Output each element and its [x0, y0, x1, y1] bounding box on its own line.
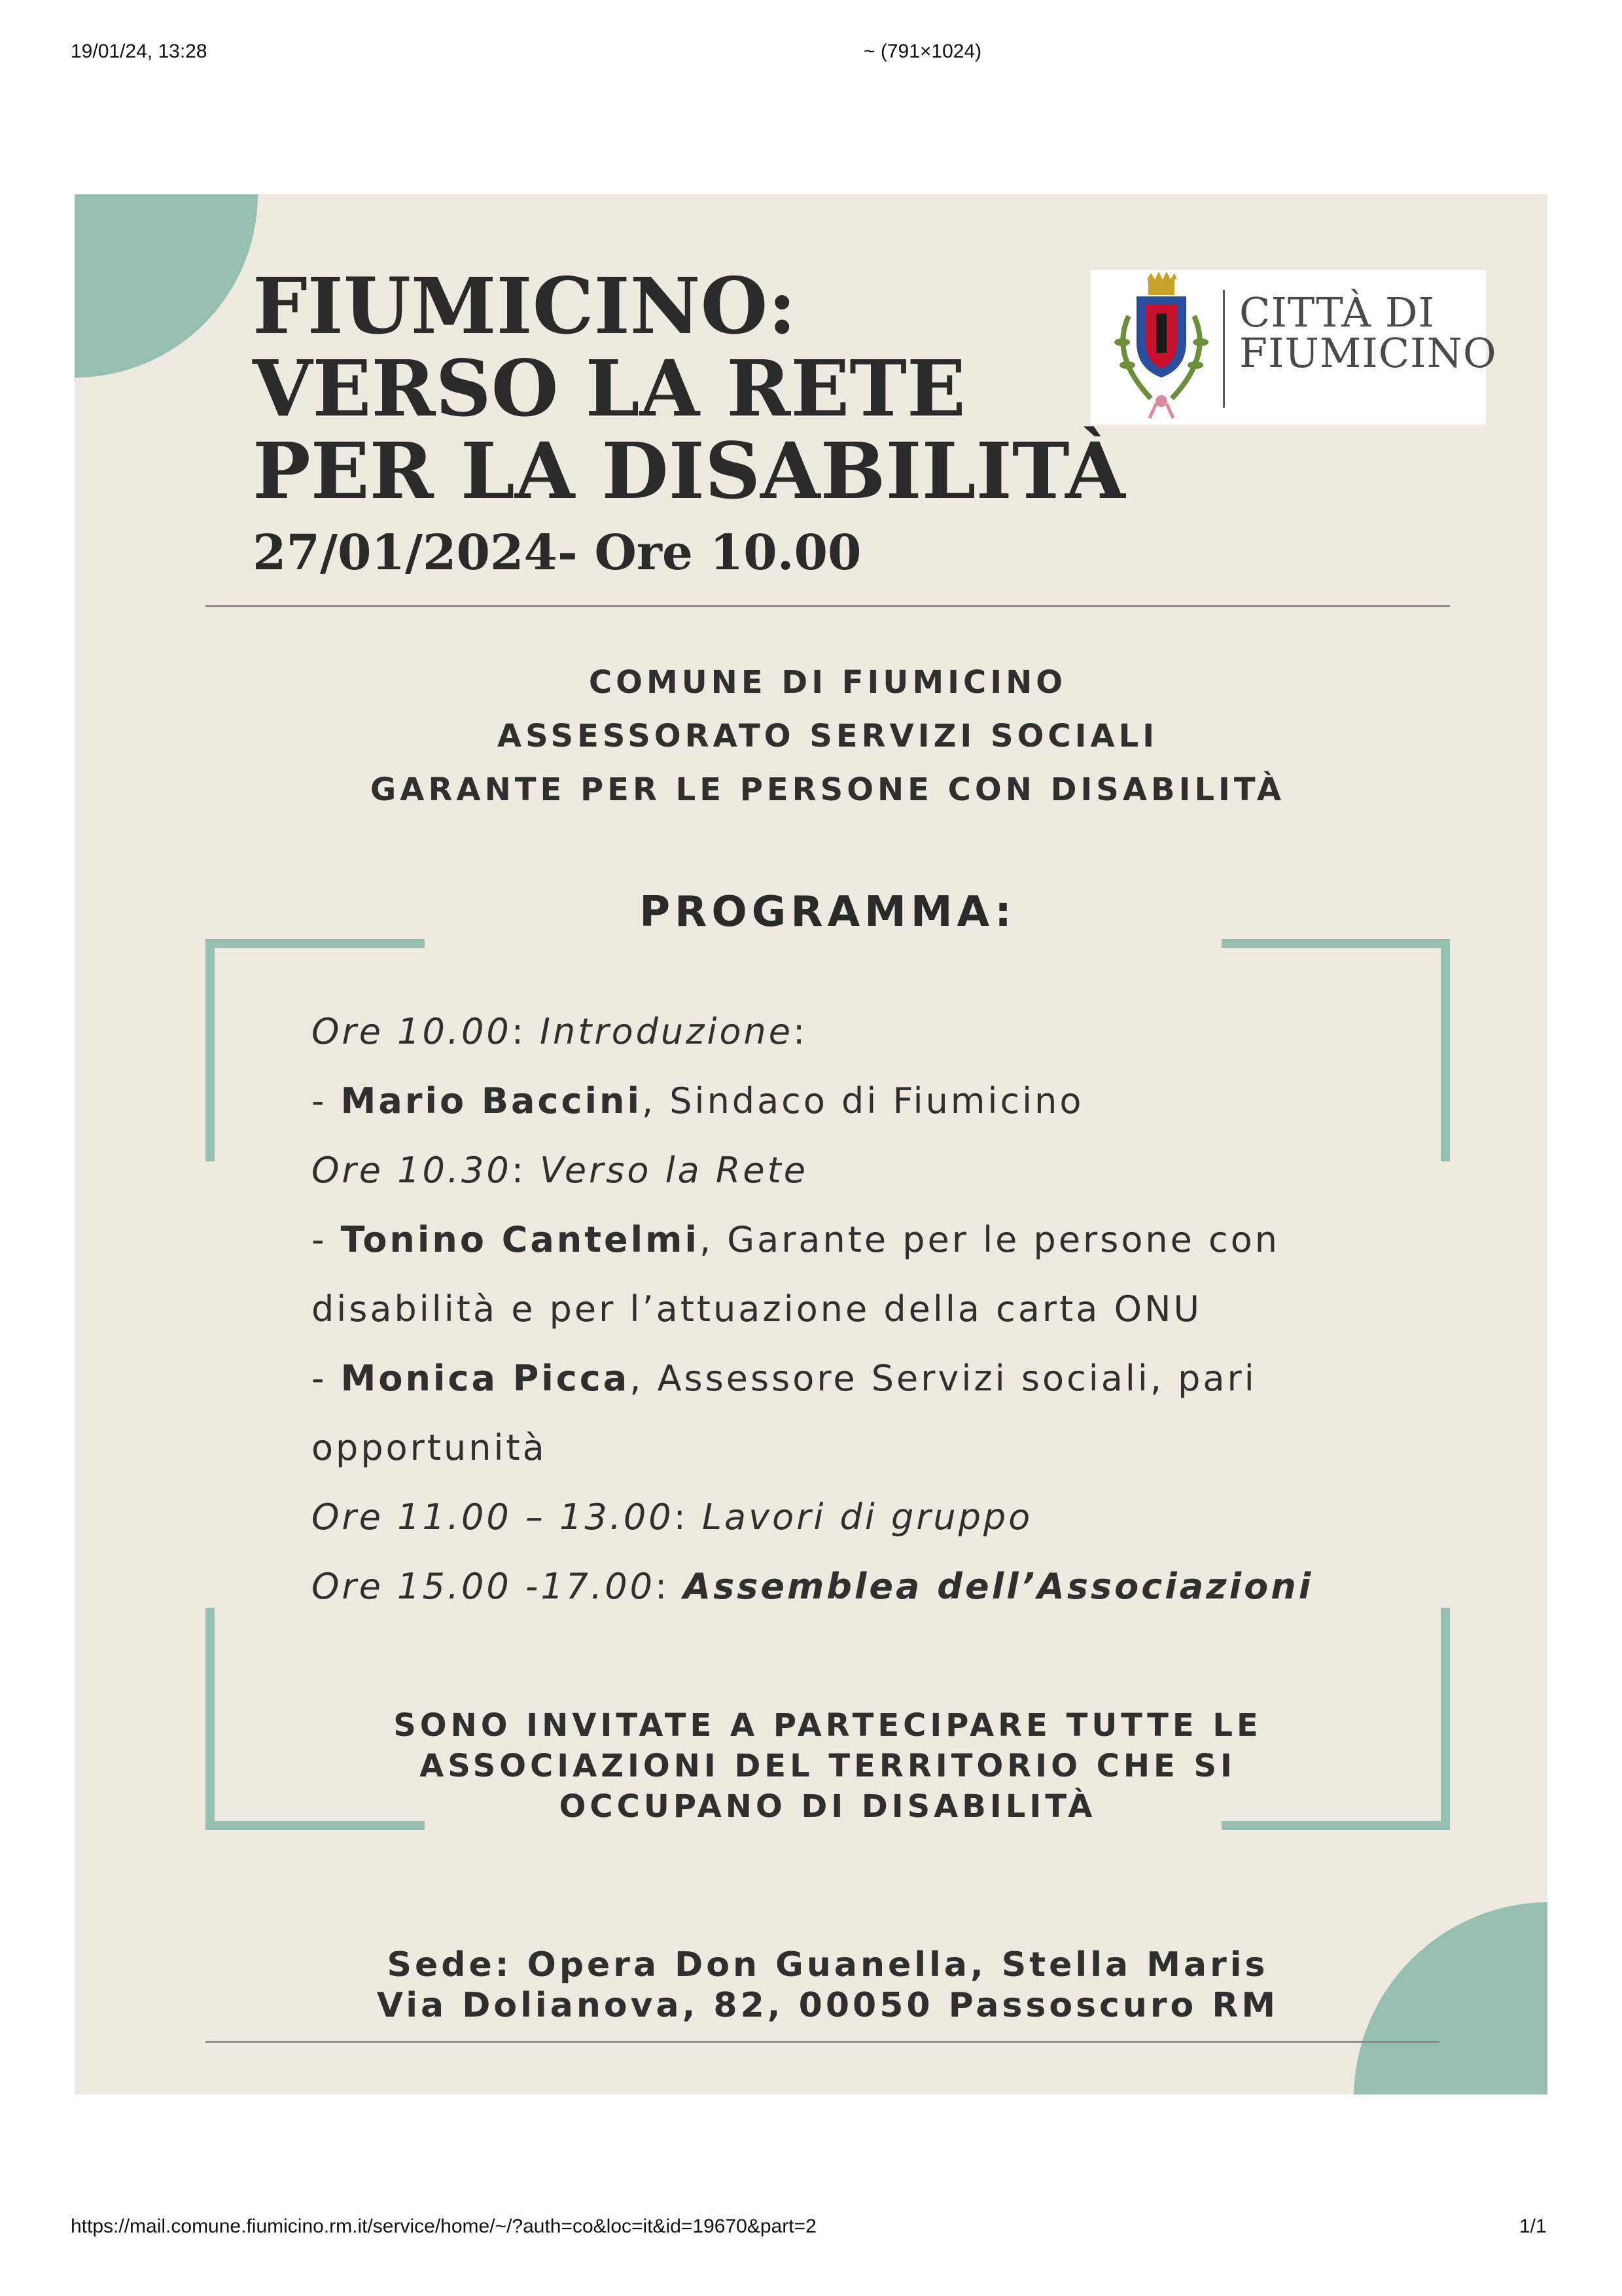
logo-wordmark [1239, 289, 1497, 377]
venue-line: Sede: Opera Don Guanella, Stella Maris [387, 1945, 1269, 1985]
divider-rule [205, 605, 1450, 607]
invite-line: SONO INVITATE A PARTECIPARE TUTTE LE [393, 1707, 1262, 1744]
print-url: https://mail.comune.fiumicino.rm.it/service/home/~/?auth=co&loc=it&id=19670&part=2 [71, 2216, 817, 2237]
invite-line: ASSOCIAZIONI DEL TERRITORIO CHE SI [419, 1748, 1236, 1784]
speaker-name: Tonino Cantelmi [340, 1219, 699, 1260]
frame-bracket-top-left [205, 939, 425, 948]
title-line: VERSO LA RETE [253, 343, 966, 434]
program-line: Ore 15.00 -17.00: Assemblea dell’Associazioni [311, 1566, 1314, 1607]
program-line: disabilità e per l’attuazione della carta ONU [311, 1288, 1202, 1330]
organizer-line: ASSESSORATO SERVIZI SOCIALI [497, 718, 1159, 754]
organizer-line: COMUNE DI FIUMICINO [588, 664, 1067, 701]
venue-address: Via Dolianova, 82, 00050 Passoscuro RM [376, 1986, 1279, 2025]
title-line: FIUMICINO: [253, 260, 797, 351]
print-page-title: ~ (791×1024) [864, 41, 982, 62]
print-date: 19/01/24, 13:28 [71, 41, 207, 62]
program-line: - Mario Baccini, Sindaco di Fiumicino [311, 1080, 1084, 1122]
decorative-circle-top-left [75, 194, 258, 378]
speaker-name: Monica Picca [340, 1358, 630, 1399]
event-datetime: 27/01/2024- Ore 10.00 [253, 525, 862, 581]
citta-di-fiumicino-logo [1091, 270, 1497, 425]
frame-bracket-top-right [1222, 939, 1450, 948]
print-page-count: 1/1 [1519, 2216, 1547, 2237]
speaker-name: Mario Baccini [340, 1080, 642, 1122]
program-line: Ore 10.00: Introduzione: [311, 1011, 808, 1052]
logo-text-line: FIUMICINO [1239, 329, 1497, 377]
divider-rule [205, 2041, 1439, 2043]
logo-text-line: CITTÀ DI [1239, 289, 1436, 336]
program-line: - Tonino Cantelmi, Garante per le persone con [311, 1219, 1280, 1260]
frame-bracket-top-left [205, 939, 215, 1161]
program-line: Ore 10.30: Verso la Rete [311, 1150, 808, 1191]
event-poster [75, 194, 1547, 2094]
poster-title [253, 260, 1125, 516]
program-line: Ore 11.00 – 13.00: Lavori di gruppo [311, 1496, 1033, 1538]
invite-line: OCCUPANO DI DISABILITÀ [559, 1788, 1097, 1825]
organizer-line: GARANTE PER LE PERSONE CON DISABILITÀ [370, 771, 1286, 808]
program-heading: PROGRAMMA: [639, 888, 1016, 936]
frame-bracket-top-right [1441, 939, 1450, 1161]
program-line: opportunità [311, 1427, 547, 1468]
title-line: PER LA DISABILITÀ [253, 425, 1125, 516]
program-line: - Monica Picca, Assessore Servizi sociali, pari [311, 1358, 1257, 1399]
